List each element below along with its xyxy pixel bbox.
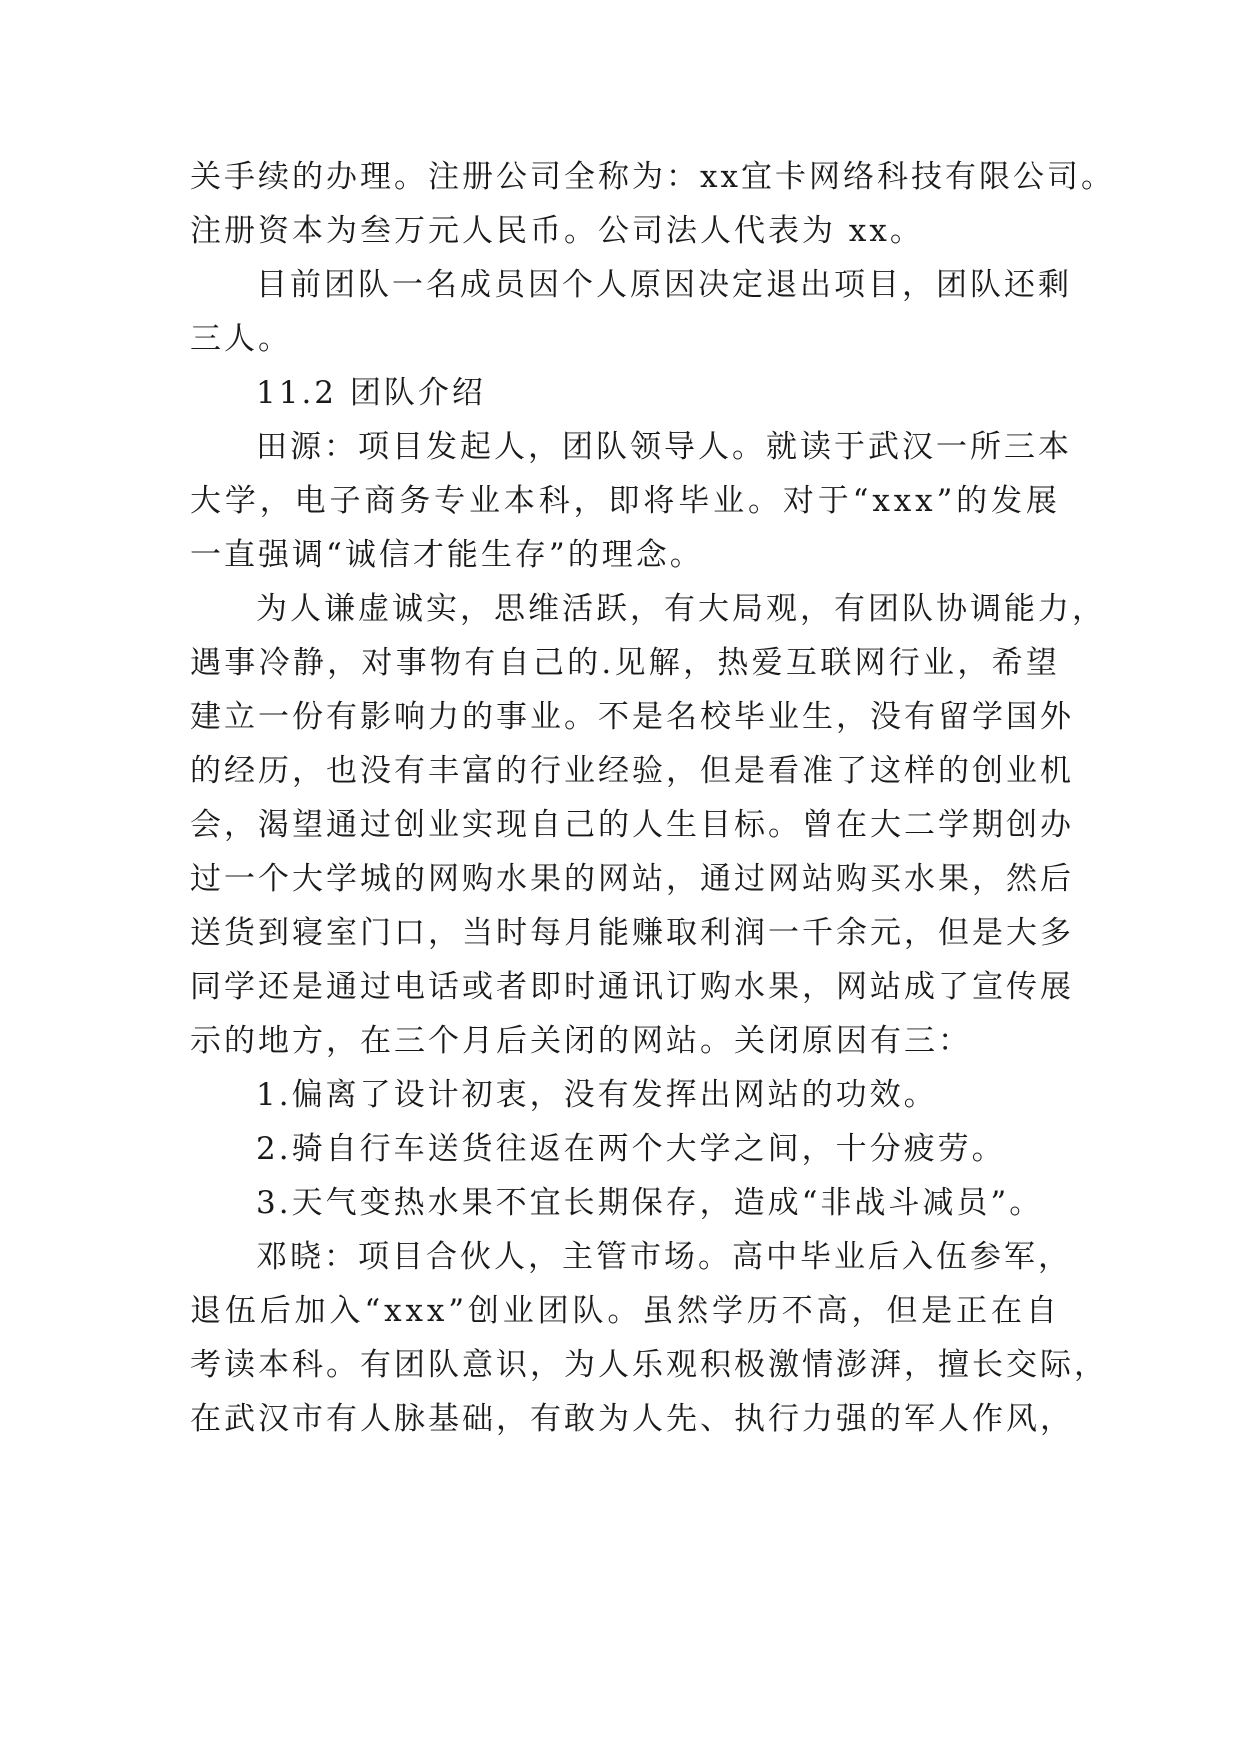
text-line: 示的地方，在三个月后关闭的网站。关闭原因有三： <box>190 1023 972 1059</box>
text-line: 三人。 <box>190 321 292 357</box>
text-line: 退 伍 后 加 入 “ x x x ” 创 业 团 队 。 虽 然 学 历 不 高 ， 但 是 正 在 自 <box>190 1293 1060 1329</box>
text-line: 目 前 团 队 一 名 成 员 因 个 人 原 因 决 定 退 出 项 目 ， 团 队 还 剩 <box>256 267 1072 303</box>
list-item: 3.天气变热水果不宜长期保存，造成“非战斗减员”。 <box>256 1185 1044 1221</box>
document-page <box>190 150 1115 1446</box>
text-line: 注册资本为叁万元人民币。公司法人代表为 xx。 <box>190 213 924 249</box>
text-line: 遇 事 冷 静 ， 对 事 物 有 自 己 的 . 见 解 ， 热 爱 互 联 网 行 业 ， 希 望 <box>190 645 1060 681</box>
list-item: 2.骑自行车送货往返在两个大学之间，十分疲劳。 <box>256 1131 1006 1167</box>
text-line: 在 武 汉 市 有 人 脉 基 础 ， 有 敢 为 人 先 、 执 行 力 强 的 军 人 作 风 ， <box>190 1401 1074 1437</box>
text-line: 田 源 ： 项 目 发 起 人 ， 团 队 领 导 人 。 就 读 于 武 汉 一 所 三 本 <box>256 429 1072 465</box>
text-line: 建 立 一 份 有 影 响 力 的 事 业 。 不 是 名 校 毕 业 生 ， 没 有 留 学 国 外 <box>190 699 1074 735</box>
text-line: 一直强调“诚信才能生存”的理念。 <box>190 537 704 573</box>
text-line: 大 学 ， 电 子 商 务 专 业 本 科 ， 即 将 毕 业 。 对 于 “ x x x ” 的 发 展 <box>190 483 1060 519</box>
text-line: 邓 晓 ： 项 目 合 伙 人 ， 主 管 市 场 。 高 中 毕 业 后 入 伍 参 军 ， <box>256 1239 1072 1275</box>
text-line: 过 一 个 大 学 城 的 网 购 水 果 的 网 站 ， 通 过 网 站 购 买 水 果 ， 然 后 <box>190 861 1074 897</box>
text-line: 送 货 到 寝 室 门 口 ， 当 时 每 月 能 赚 取 利 润 一 千 余 元 ， 但 是 大 多 <box>190 915 1074 951</box>
list-item: 1.偏离了设计初衷，没有发挥出网站的功效。 <box>256 1077 938 1113</box>
section-heading: 11.2 团队介绍 <box>256 375 486 411</box>
text-line: 为 人 谦 虚 诚 实 ， 思 维 活 跃 ， 有 大 局 观 ， 有 团 队 协 调 能 力 ， <box>256 591 1106 627</box>
text-line: 考 读 本 科 。 有 团 队 意 识 ， 为 人 乐 观 积 极 激 情 澎 湃 ， 擅 长 交 际 ， <box>190 1347 1108 1383</box>
text-line: 会 ， 渴 望 通 过 创 业 实 现 自 己 的 人 生 目 标 。 曾 在 大 二 学 期 创 办 <box>190 807 1074 843</box>
text-line: 的 经 历 ， 也 没 有 丰 富 的 行 业 经 验 ， 但 是 看 准 了 这 样 的 创 业 机 <box>190 753 1074 789</box>
text-line: 同 学 还 是 通 过 电 话 或 者 即 时 通 讯 订 购 水 果 ， 网 站 成 了 宣 传 展 <box>190 969 1074 1005</box>
text-line: 关 手 续 的 办 理 。 注 册 公 司 全 称 为 ： x x 宜 卡 网 络 科 技 有 限 公 司 。 <box>190 159 1115 195</box>
